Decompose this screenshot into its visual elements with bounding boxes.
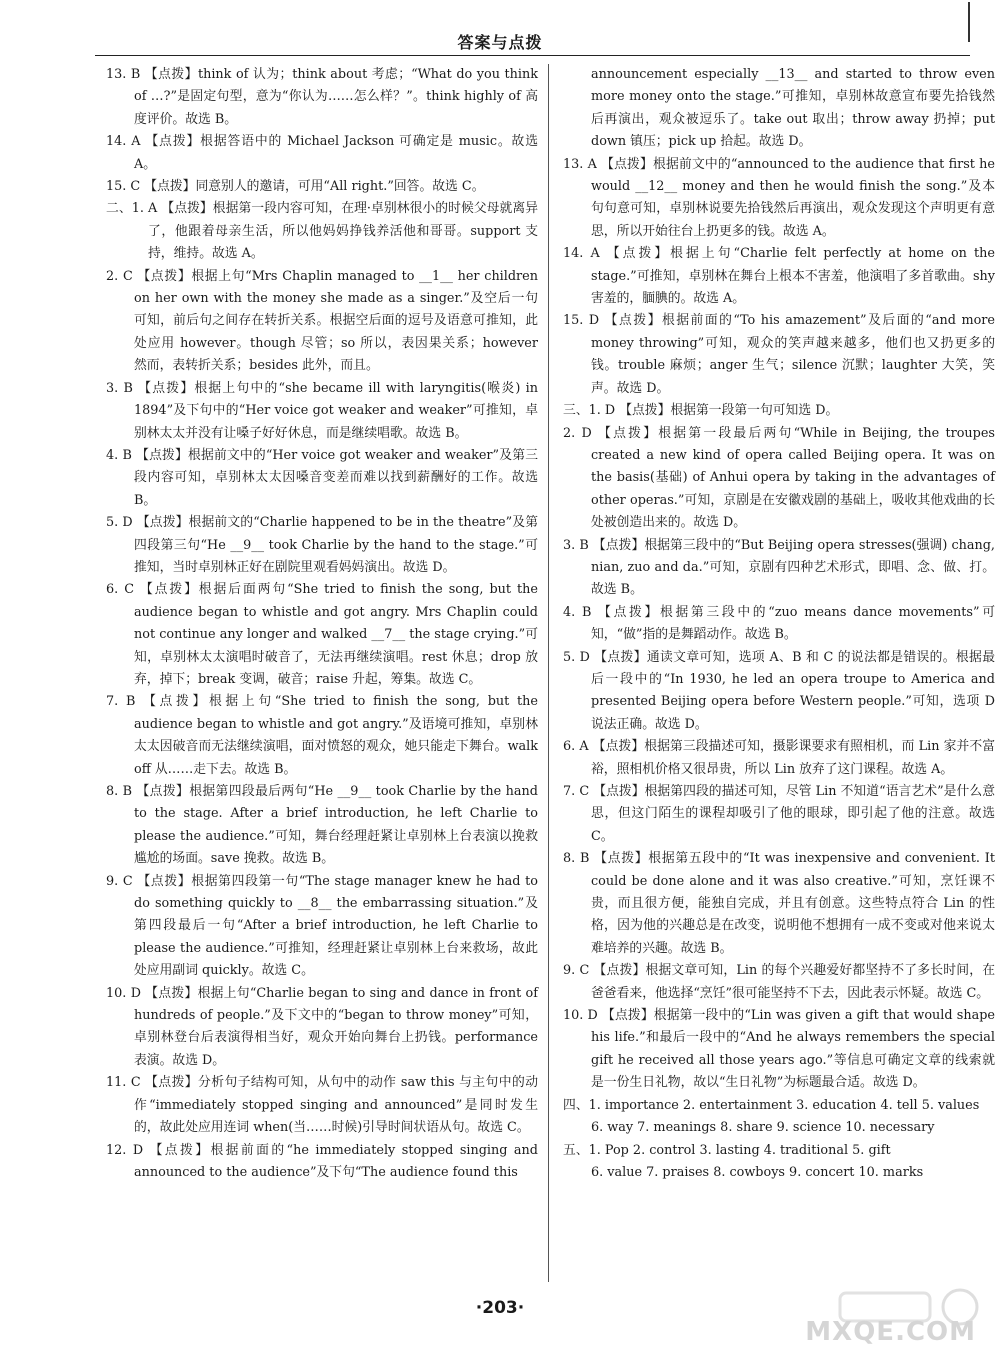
right-column-item: 四、1. importance 2. entertainment 3. education 4. tell 5. values	[563, 1097, 980, 1113]
right-column-item: 13. A 【点拨】根据前文中的“announced to the audience that first he would __12__ money and then he would finish the song.”及本句句意可知，卓别林说要先拾钱然后再演出，观众发现这个声明更有意思，所以开始往台上扔更多的钱。故选 A。	[563, 156, 995, 239]
left-column-item: 二、1. A 【点拨】根据第一段内容可知，在理·卓别林很小的时候父母就离异了，他跟着母亲生活，所以他妈妈挣钱养活他和哥哥。support 支持，维持。故选 A。	[106, 201, 538, 262]
left-column-item: 8. B 【点拨】根据第四段最后两句“He __9__ took Charlie by the hand to the stage. After a brief introduction, he left Charlie to please the audience.”可知，舞台经理赶紧让卓别林上台表演以挽救尴尬的场面。save 挽救。故选 B。	[106, 784, 538, 867]
page-header	[0, 0, 1000, 58]
left-column-item: 15. C 【点拨】同意别人的邀请，可用“All right.”回答。故选 C。	[106, 179, 485, 195]
header-rule	[95, 55, 970, 56]
right-column-item: 三、1. D 【点拨】根据第一段第一句可知选 D。	[563, 403, 839, 419]
watermark-logo	[805, 1285, 990, 1355]
left-column-item: 4. B 【点拨】根据前文中的“Her voice got weaker and weaker”及第三段内容可知，卓别林太太因嗓音变差而难以找到薪酬好的工作。故选 B。	[106, 447, 538, 508]
right-column-item: 2. D 【点拨】根据第一段最后两句“While in Beijing, the troupes created a new kind of opera called Beijing opera. It was on the basis(基础) of Anhui opera by taking in the advantages of other operas.”可知，京剧是在安徽戏剧的基础上，吸收其他戏曲的长处被创造出来的。故选 D。	[563, 425, 995, 531]
right-column-item: 8. B 【点拨】根据第五段中的“It was inexpensive and convenient. It could be done alone and it was also creative.”可知，烹饪课不贵，而且很方便，能独自完成，并且有创意。这些特点符合 Lin 的性格，因为他的兴趣总是在改变，说明他不想拥有一成不变或对他来说太难培养的兴趣。故选 B。	[563, 851, 995, 956]
left-column-item: 11. C 【点拨】分析句子结构可知，从句中的动作 saw this 与主句中的动作“immediately stopped singing and announced”是同时发生的，故此处应用连词 when(当……时候)引导时间状语从句。故选 C。	[106, 1075, 538, 1136]
header-title: 答案与点拨	[457, 33, 543, 52]
right-column-item: 五、1. Pop 2. control 3. lasting 4. traditional 5. gift	[563, 1142, 891, 1158]
left-column-item: 2. C 【点拨】根据上句“Mrs Chaplin managed to __1__ her children on her own with the money she made as a singer.”及空后一句可知，前后句之间存在转折关系。根据空后面的逗号及语意可推知，此处应用 however。though 尽管；so 所以，表因果关系；however 然而，表转折关系；besides 此外，而且。	[106, 268, 538, 374]
left-column-item: 5. D 【点拨】根据前文的“Charlie happened to be in the theatre”及第四段第三句“He __9__ took Charlie by the hand to the stage.”可推知，当时卓别林正好在剧院里观看妈妈演出。故选 D。	[106, 515, 538, 575]
watermark-text: MXQE.COM	[805, 1317, 976, 1347]
right-column-item: 6. A 【点拨】根据第三段描述可知，摄影课要求有照相机，而 Lin 家并不富裕，照相机价格又很昂贵，所以 Lin 放弃了这门课程。故选 A。	[563, 739, 995, 777]
left-column-item: 10. D 【点拨】根据上句“Charlie began to sing and dance in front of hundreds of people.”及下文中的“began to throw money”可知，卓别林登台后表演得相当好，观众开始向舞台上扔钱。performance 表演。故选 D。	[106, 985, 538, 1068]
left-column-item: 6. C 【点拨】根据后面两句“She tried to finish the song, but the audience began to whistle and got angry. Mrs Chaplin could not continue any longer and walked __7__ the stage crying.”可知，卓别林太太演唱时破音了，无法再继续演唱。rest 休息；drop 放弃，掉下；break 变调，破音；raise 升起，筹集。故选 C。	[106, 582, 538, 687]
column-divider	[548, 64, 549, 1282]
left-column-item: 12. D 【点拨】根据前面的“he immediately stopped singing and announced to the audience”及下句“The audience found this	[106, 1142, 538, 1180]
right-column	[563, 64, 995, 1184]
page-number: ·203·	[475, 1298, 525, 1318]
left-column-item: 9. C 【点拨】根据第四段第一句“The stage manager knew he had to do something quickly to __8__ the embarrassing situation.”及第四段最后一句“After a brief introduction, he left Charlie to please the audience.”可推知，经理赶紧让卓别林上台来救场，故此处应用副词 quickly。故选 C。	[106, 873, 538, 979]
left-column	[106, 64, 538, 1184]
left-column-item: 13. B 【点拨】think of 认为；think about 考虑；“What do you think of …?”是固定句型，意为“你认为……怎么样？”。think highly of 高度评价。故选 B。	[106, 67, 538, 127]
right-column-item: 9. C 【点拨】根据文章可知，Lin 的每个兴趣爱好都坚持不了多长时间，在爸爸看来，他选择“烹饪”很可能坚持不下去，因此表示怀疑。故选 C。	[563, 963, 995, 1001]
right-column-item: 3. B 【点拨】根据第三段中的“But Beijing opera stresses(强调) chang, nian, zuo and da.”可知，京剧有四种艺术形式，即唱、念、做、打。故选 B。	[563, 537, 995, 598]
left-column-item: 3. B 【点拨】根据上句中的“she became ill with laryngitis(喉炎) in 1894”及下句中的“Her voice got weaker and weaker”可推知，卓别林太太并没有让嗓子好好休息，而是继续唱歌。故选 B。	[106, 380, 538, 441]
right-column-item: 15. D 【点拨】根据前面的“To his amazement”及后面的“and more money throwing”可知，观众的笑声越来越多，他们也又扔更多的钱。trouble 麻烦；anger 生气；silence 沉默；laughter 大笑，笑声。故选 D。	[563, 313, 995, 396]
right-column-item: 6. way 7. meanings 8. share 9. science 10. necessary	[591, 1120, 935, 1136]
right-column-item: 6. value 7. praises 8. cowboys 9. concert 10. marks	[591, 1164, 924, 1180]
right-column-item: 4. B 【点拨】根据第三段中的“zuo means dance movements”可知，“做”指的是舞蹈动作。故选 B。	[563, 604, 995, 643]
right-column-item: 10. D 【点拨】根据第一段中的“Lin was given a gift that would shape his life.”和最后一段中的“And he always remembers the special gift he received all those years ago.”等信息可确定文章的线索就是一份生日礼物，故以“生日礼物”为标题最合适。故选 D。	[563, 1008, 995, 1091]
left-column-item: 7. B 【点拨】根据上句“She tried to finish the song, but the audience began to whistle and got angry.”及语境可推知，卓别林太太因破音而无法继续演唱，面对愤怒的观众，她只能走下舞台。walk off 从……走下去。故选 B。	[106, 694, 538, 777]
right-column-item: 7. C 【点拨】根据第四段的描述可知，尽管 Lin 不知道“语言艺术”是什么意思，但这门陌生的课程却吸引了他的眼球，即引起了他的注意。故选 C。	[563, 784, 995, 844]
right-column-item: 14. A 【点拨】根据上句“Charlie felt perfectly at home on the stage.”可推知，卓别林在舞台上根本不害羞，他演唱了多首歌曲。shy 害羞的，腼腆的。故选 A。	[563, 246, 995, 307]
left-column-item: 14. A 【点拨】根据答语中的 Michael Jackson 可确定是 music。故选 A。	[106, 134, 538, 172]
right-column-item: 5. D 【点拨】通读文章可知，选项 A、B 和 C 的说法都是错误的。根据最后一段中的“In 1930, he led an opera troupe to America and presented Beijing opera before Western people.”可知，选项 D 说法正确。故选 D。	[563, 649, 995, 732]
right-column-item: announcement especially __13__ and started to throw even more money onto the stage.”可推知，卓别林故意宣布要先拾钱然后再演出，观众被逗乐了。take out 取出；throw away 扔掉；put down 镇压；pick up 拾起。故选 D。	[591, 67, 995, 150]
